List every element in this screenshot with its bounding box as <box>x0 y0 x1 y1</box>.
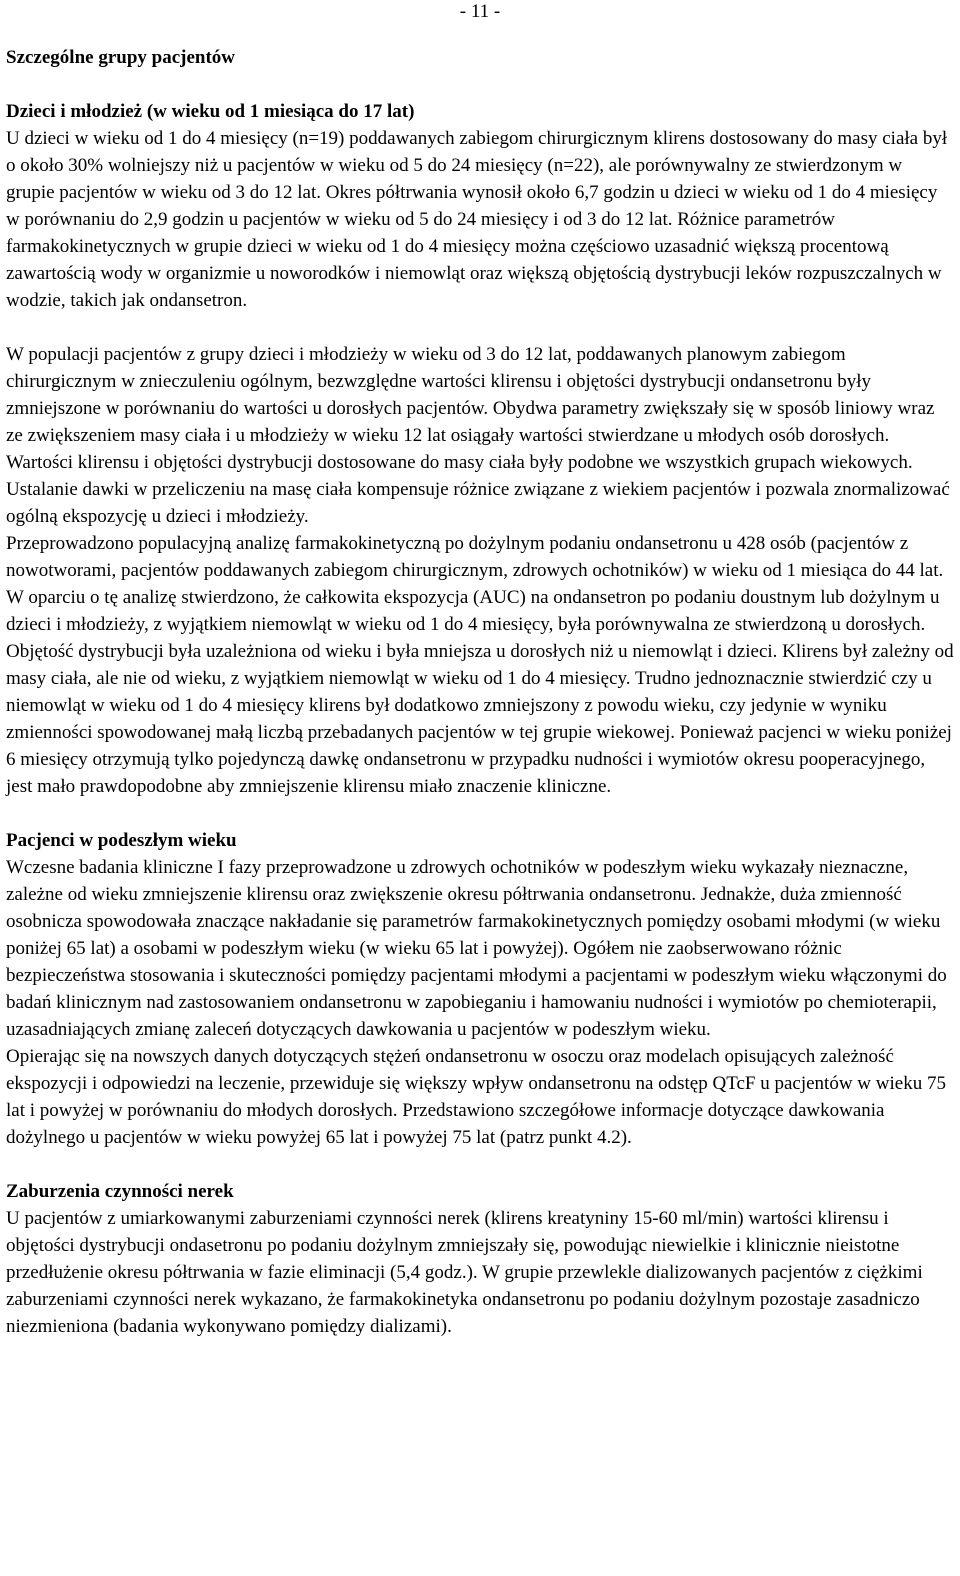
spacer <box>6 314 954 341</box>
children-paragraph-1: U dzieci w wieku od 1 do 4 miesięcy (n=19) poddawanych zabiegom chirurgicznym klirens dostosowany do masy ciała był o około 30% wolniejszy niż u pacjentów w wieku od 5 do 24 miesięcy (n=22), ale porównywalny ze stwierdzonym w grupie pacjentów w wieku od 3 do 12 lat. Okres półtrwania wynosił około 6,7 godzin u dzieci w wieku od 1 do 4 miesięcy w porównaniu do 2,9 godzin u pacjentów w wieku od 5 do 24 miesięcy i od 3 do 12 lat. Różnice parametrów farmakokinetycznych w grupie dzieci w wieku od 1 do 4 miesięcy można częściowo uzasadnić większą procentową zawartością wody w organizmie u noworodków i niemowląt oraz większą objętością dystrybucji leków rozpuszczalnych w wodzie, takich jak ondansetron. <box>6 128 948 311</box>
document-body <box>6 44 954 1340</box>
spacer <box>6 800 954 827</box>
renal-paragraph-1: U pacjentów z umiarkowanymi zaburzeniami czynności nerek (klirens kreatyniny 15-60 ml/min) wartości klirensu i objętości dystrybucji ondasetronu po podaniu dożylnym zmniejszały się, powodując niewielkie i klinicznie nieistotne przedłużenie okresu półtrwania w fazie eliminacji (5,4 godz.). W grupie przewlekle dializowanych pacjentów z ciężkimi zaburzeniami czynności nerek wykazano, że farmakokinetyka ondansetronu po podaniu dożylnym pozostaje zasadniczo niezmieniona (badania wykonywano pomiędzy dializami). <box>6 1208 923 1337</box>
section-title: Szczególne grupy pacjentów <box>6 47 236 68</box>
page-number: - 11 - <box>459 1 501 22</box>
elderly-heading: Pacjenci w podeszłym wieku <box>6 830 237 851</box>
children-heading: Dzieci i młodzież (w wieku od 1 miesiąca do 17 lat) <box>6 101 415 122</box>
renal-heading: Zaburzenia czynności nerek <box>6 1181 234 1202</box>
spacer <box>6 71 954 98</box>
elderly-paragraph-1: Wczesne badania kliniczne I fazy przeprowadzone u zdrowych ochotników w podeszłym wieku wykazały nieznaczne, zależne od wieku zmniejszenie klirensu oraz zwiększenie okresu półtrwania ondansetronu. Jednakże, duża zmienność osobnicza spowodowała znaczące nakładanie się parametrów farmakokinetycznych pomiędzy osobami młodymi (w wieku poniżej 65 lat) a osobami w podeszłym wieku (w wieku 65 lat i powyżej). Ogółem nie zaobserwowano różnic bezpieczeństwa stosowania i skuteczności pomiędzy pacjentami młodymi a pacjentami w podeszłym wieku włączonymi do badań klinicznym nad zastosowaniem ondansetronu w zapobieganiu i hamowaniu nudności i wymiotów po chemioterapii, uzasadniających zmianę zaleceń dotyczących dawkowania u pacjentów w podeszłym wieku. <box>6 857 947 1040</box>
children-paragraph-3: Przeprowadzono populacyjną analizę farmakokinetyczną po dożylnym podaniu ondansetronu u 428 osób (pacjentów z nowotworami, pacjentów poddawanych zabiegom chirurgicznym, zdrowych ochotników) w wieku od 1 miesiąca do 44 lat. W oparciu o tę analizę stwierdzono, że całkowita ekspozycja (AUC) na ondansetron po podaniu doustnym lub dożylnym u dzieci i młodzieży, z wyjątkiem niemowląt w wieku od 1 do 4 miesięcy, była porównywalna ze stwierdzoną u dorosłych. Objętość dystrybucji była uzależniona od wieku i była mniejsza u dorosłych niż u niemowląt i dzieci. Klirens był zależny od masy ciała, ale nie od wieku, z wyjątkiem niemowląt w wieku od 1 do 4 miesięcy. Trudno jednoznacznie stwierdzić czy u niemowląt w wieku od 1 do 4 miesięcy klirens był dodatkowo zmniejszony z powodu wieku, czy jedynie w wyniku zmienności spowodowanej małą liczbą przebadanych pacjentów w tej grupie wiekowej. Ponieważ pacjenci w wieku poniżej 6 miesięcy otrzymują tylko pojedynczą dawkę ondansetronu w przypadku nudności i wymiotów okresu pooperacyjnego, jest mało prawdopodobne aby zmniejszenie klirensu miało znaczenie kliniczne. <box>6 533 954 797</box>
children-paragraph-2: W populacji pacjentów z grupy dzieci i młodzieży w wieku od 3 do 12 lat, poddawanych planowym zabiegom chirurgicznym w znieczuleniu ogólnym, bezwzględne wartości klirensu i objętości dystrybucji ondansetronu były zmniejszone w porównaniu do wartości u dorosłych pacjentów. Obydwa parametry zwiększały się w sposób liniowy wraz ze zwiększeniem masy ciała i u młodzieży w wieku 12 lat osiągały wartości stwierdzane u młodych osób dorosłych. Wartości klirensu i objętości dystrybucji dostosowane do masy ciała były podobne we wszystkich grupach wiekowych. Ustalanie dawki w przeliczeniu na masę ciała kompensuje różnice związane z wiekiem pacjentów i pozwala znormalizować ogólną ekspozycję u dzieci i młodzieży. <box>6 344 950 527</box>
elderly-paragraph-2: Opierając się na nowszych danych dotyczących stężeń ondansetronu w osoczu oraz modelach opisujących zależność ekspozycji i odpowiedzi na leczenie, przewiduje się większy wpływ ondansetronu na odstęp QTcF u pacjentów w wieku 75 lat i powyżej w porównaniu do młodych dorosłych. Przedstawiono szczegółowe informacje dotyczące dawkowania dożylnego u pacjentów w wieku powyżej 65 lat i powyżej 75 lat (patrz punkt 4.2). <box>6 1046 946 1148</box>
spacer <box>6 1151 954 1178</box>
